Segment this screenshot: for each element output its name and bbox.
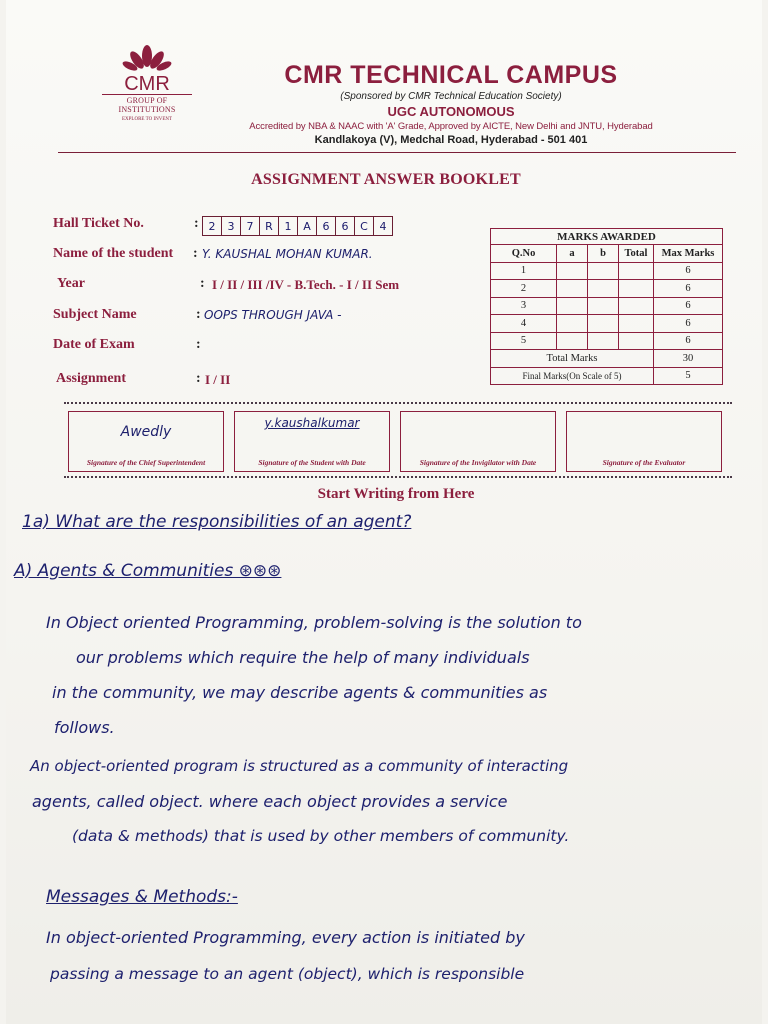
answer-line: An object-oriented program is structured as a community of interacting — [30, 757, 569, 775]
max-marks: 6 — [654, 297, 723, 315]
answer-line: in the community, we may describe agents & communities as — [52, 683, 548, 702]
dotted-divider — [64, 402, 732, 404]
question-line: 1a) What are the responsibilities of an agent? — [22, 512, 412, 532]
answer-line: In object-oriented Programming, every action is initiated by — [46, 928, 525, 947]
lotus-icon — [119, 42, 175, 76]
table-row — [491, 315, 723, 333]
q-number: 2 — [491, 280, 557, 298]
colon: : — [196, 337, 201, 352]
answer-line: agents, called object. where each object provides a service — [32, 792, 508, 811]
subject-value: OOPS THROUGH JAVA - — [204, 308, 342, 322]
date-label: Date of Exam — [53, 337, 135, 352]
institution-name: CMR TECHNICAL CAMPUS — [284, 61, 618, 89]
logo-tagline: EXPLORE TO INVENT — [121, 117, 173, 122]
q-number: 5 — [491, 332, 557, 350]
table-row — [491, 350, 723, 368]
signature-caption: Signature of the Evaluator — [602, 458, 686, 467]
hall-ticket-char: 7 — [240, 216, 260, 236]
marks-header: b — [588, 245, 619, 263]
marks-title: MARKS AWARDED — [491, 229, 723, 245]
hall-ticket-label: Hall Ticket No. — [53, 216, 144, 231]
hall-ticket-char: C — [354, 216, 374, 236]
institution-address: Kandlakoya (V), Medchal Road, Hyderabad - 501 401 — [314, 134, 588, 146]
marks-header: a — [557, 245, 588, 263]
answer-line: (data & methods) that is used by other members of community. — [72, 827, 570, 845]
marks-header: Max Marks — [654, 245, 723, 263]
answer-subheading: Messages & Methods:- — [46, 887, 238, 907]
subject-label: Subject Name — [53, 307, 137, 322]
hall-ticket-char: 6 — [316, 216, 336, 236]
header-divider — [58, 152, 736, 153]
year-label: Year — [57, 276, 85, 291]
max-marks: 6 — [654, 262, 723, 280]
total-marks-label: Total Marks — [491, 350, 654, 368]
max-marks: 6 — [654, 332, 723, 350]
table-row — [491, 280, 723, 298]
q-number: 3 — [491, 297, 557, 315]
colon: : — [194, 216, 199, 231]
hall-ticket-boxes — [202, 216, 392, 236]
hall-ticket-char: A — [297, 216, 317, 236]
table-row — [491, 262, 723, 280]
student-name-label: Name of the student — [53, 246, 174, 261]
institution-sponsor: (Sponsored by CMR Technical Education Society) — [340, 91, 562, 102]
institution-header — [216, 60, 686, 148]
answer-booklet-page — [6, 0, 762, 1024]
hall-ticket-char: R — [259, 216, 279, 236]
max-marks: 6 — [654, 280, 723, 298]
assignment-label: Assignment — [56, 371, 127, 386]
logo-abbreviation: CMR — [124, 73, 170, 95]
signature-box-evaluator — [566, 411, 722, 472]
institution-status: UGC AUTONOMOUS — [387, 104, 515, 119]
q-number: 4 — [491, 315, 557, 333]
signature-box-student — [234, 411, 390, 472]
answer-line: our problems which require the help of many individuals — [76, 648, 530, 667]
marks-header: Total — [619, 245, 654, 263]
colon: : — [196, 371, 201, 386]
signature-caption: Signature of the Invigilator with Date — [419, 458, 537, 467]
signature-ink: Awedly — [120, 424, 172, 440]
final-max: 5 — [654, 367, 723, 385]
answer-line: In Object oriented Programming, problem-solving is the solution to — [46, 613, 582, 632]
table-row — [491, 297, 723, 315]
hall-ticket-char: 6 — [335, 216, 355, 236]
answer-heading: A) Agents & Communities ⊛⊛⊛ — [14, 561, 282, 581]
colon: : — [196, 307, 201, 322]
marks-header: Q.No — [491, 245, 557, 263]
final-marks-label: Final Marks(On Scale of 5) — [491, 367, 654, 385]
colon: : — [200, 276, 205, 291]
signature-box-chief — [68, 411, 224, 472]
q-number: 1 — [491, 262, 557, 280]
signature-box-invigilator — [400, 411, 556, 472]
student-name-value: Y. KAUSHAL MOHAN KUMAR. — [202, 247, 373, 261]
institution-accreditation: Accredited by NBA & NAAC with 'A' Grade, Approved by AICTE, New Delhi and JNTU, Hyderabad — [249, 121, 653, 132]
max-marks: 6 — [654, 315, 723, 333]
year-value: I / II / III /IV - B.Tech. - I / II Sem — [212, 277, 400, 292]
booklet-title: ASSIGNMENT ANSWER BOOKLET — [251, 171, 521, 188]
signature-ink: y.kaushalkumar — [264, 416, 360, 430]
answer-line: passing a message to an agent (object), which is responsible — [50, 965, 525, 983]
signature-caption: Signature of the Chief Superintendent — [86, 458, 206, 467]
institution-logo — [102, 42, 192, 123]
hall-ticket-char: 1 — [278, 216, 298, 236]
table-row — [491, 367, 723, 385]
hall-ticket-char: 3 — [221, 216, 241, 236]
start-writing-heading: Start Writing from Here — [317, 486, 475, 502]
answer-line: follows. — [54, 718, 115, 737]
hall-ticket-char: 2 — [202, 216, 222, 236]
dotted-divider — [64, 476, 732, 478]
marks-table — [490, 228, 723, 385]
assignment-value: I / II — [205, 372, 231, 387]
table-row — [491, 332, 723, 350]
signature-caption: Signature of the Student with Date — [258, 458, 366, 467]
total-max: 30 — [654, 350, 723, 368]
logo-group-text: GROUP OF INSTITUTIONS — [102, 94, 192, 114]
colon: : — [193, 246, 198, 261]
hall-ticket-char: 4 — [373, 216, 393, 236]
